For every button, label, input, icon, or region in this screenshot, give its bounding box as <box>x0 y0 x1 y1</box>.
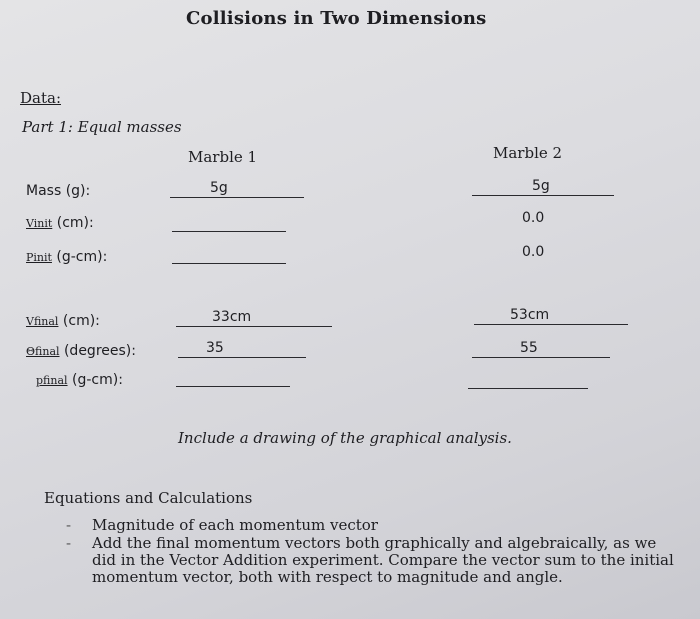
list-item-text: Add the final momentum vectors both graphically and algebraically, as we did in the Vector Addition experiment. Compare the vector sum to the initial momentum vector, both with respect to magnitude and angle. <box>92 534 674 586</box>
data-section-label: Data: <box>20 89 61 107</box>
vinit-unit: (cm): <box>56 215 94 231</box>
list-item <box>66 517 678 534</box>
instructions-list <box>66 517 678 587</box>
document-title: Collisions in Two Dimensions <box>186 8 487 29</box>
vinit-marble1-field[interactable] <box>172 209 286 232</box>
thetafinal-marble2-field[interactable] <box>472 335 610 358</box>
vinit-symbol: Vinit <box>26 217 53 230</box>
pinit-symbol: Pinit <box>26 251 52 264</box>
thetafinal-label <box>26 343 136 359</box>
mass-marble2-value: 5g <box>532 178 550 194</box>
column-header-marble2: Marble 2 <box>493 144 563 162</box>
drawing-instruction: Include a drawing of the graphical analysis. <box>178 429 512 447</box>
mass-label: Mass (g): <box>26 183 91 199</box>
mass-marble2-field[interactable] <box>472 173 614 196</box>
vfinal-unit: (cm): <box>62 313 100 329</box>
pfinal-unit: (g-cm): <box>72 372 123 388</box>
thetafinal-marble2-value: 55 <box>520 340 538 356</box>
pinit-marble2-value: 0.0 <box>522 244 545 260</box>
list-item <box>66 535 678 586</box>
equations-heading: Equations and Calculations <box>44 489 253 507</box>
vinit-label <box>26 215 94 231</box>
vfinal-symbol: Vfinal <box>26 315 59 328</box>
pfinal-label <box>36 372 123 388</box>
vfinal-label <box>26 313 100 329</box>
pfinal-marble2-field[interactable] <box>468 366 588 389</box>
vfinal-marble1-value: 33cm <box>212 309 252 325</box>
pfinal-marble1-field[interactable] <box>176 364 290 387</box>
pinit-marble1-field[interactable] <box>172 241 286 264</box>
pinit-unit: (g-cm): <box>56 249 108 265</box>
part-label: Part 1: Equal masses <box>22 118 182 136</box>
dash-bullet-icon: - <box>66 534 72 552</box>
thetafinal-unit: (degrees): <box>63 343 136 359</box>
column-header-marble1: Marble 1 <box>188 148 258 166</box>
thetafinal-marble1-value: 35 <box>206 340 224 356</box>
mass-marble1-value: 5g <box>210 180 228 196</box>
list-item-text: Magnitude of each momentum vector <box>92 516 378 534</box>
vfinal-marble2-value: 53cm <box>510 307 550 323</box>
mass-marble1-field[interactable] <box>170 175 304 198</box>
vfinal-marble2-field[interactable] <box>474 302 628 325</box>
pinit-label <box>26 249 107 265</box>
thetafinal-marble1-field[interactable] <box>178 335 306 358</box>
thetafinal-symbol: Θfinal <box>26 345 60 358</box>
pfinal-symbol: pfinal <box>36 374 68 387</box>
dash-bullet-icon: - <box>66 516 72 534</box>
vinit-marble2-value: 0.0 <box>522 210 545 226</box>
vfinal-marble1-field[interactable] <box>176 304 332 327</box>
